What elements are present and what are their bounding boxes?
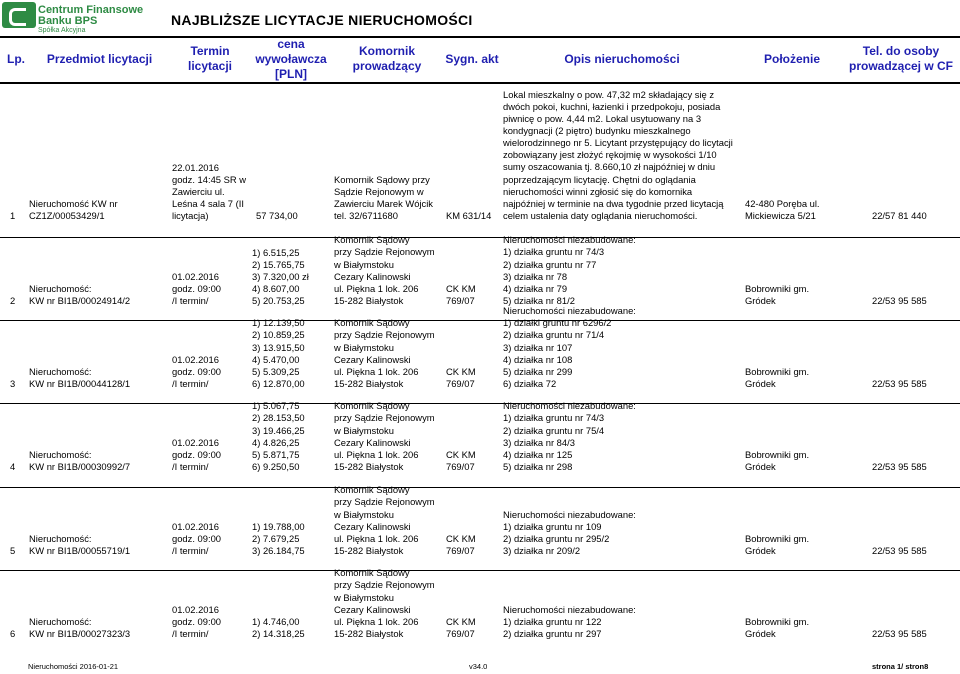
row-4-polozenie: Bobrowniki gm. Gródek: [745, 448, 810, 472]
row-5-komornik: Komornik Sądowy przy Sądzie Rejonowym w Białymstoku Cezary Kalinowski ul. Piękna 1 lok. 206 15-282 Białystok: [334, 484, 435, 556]
row-4-opis: Nieruchomości niezabudowane: 1) działka gruntu nr 74/3 2) działka gruntu nr 75/4 3) działka nr 84/3 4) działka nr 125 5) działka nr 298: [503, 400, 636, 472]
row-1-tel: 22/57 81 440: [872, 209, 927, 221]
logo-line-2: Banku BPS: [38, 15, 98, 27]
row-divider: [0, 487, 960, 488]
row-2-tel: 22/53 95 585: [872, 294, 927, 306]
row-3-polozenie: Bobrowniki gm. Gródek: [745, 365, 810, 389]
row-3-termin: 01.02.2016 godz. 09:00 /I termin/: [172, 353, 221, 389]
row-5-termin: 01.02.2016 godz. 09:00 /I termin/: [172, 520, 221, 556]
row-5-tel: 22/53 95 585: [872, 544, 927, 556]
row-5-polozenie: Bobrowniki gm. Gródek: [745, 532, 810, 556]
header-polozenie: Położenie: [763, 52, 820, 66]
header-top-rule: [0, 36, 960, 38]
row-6-tel: 22/53 95 585: [872, 627, 927, 639]
header-cena: cena wywoławcza [PLN]: [255, 37, 327, 81]
row-6-cena: 1) 4.746,00 2) 14.318,25: [252, 615, 305, 639]
row-6-przedmiot: Nieruchomość: KW nr BI1B/00027323/3: [29, 615, 131, 639]
row-2-cena: 1) 6.515,25 2) 15.765,75 3) 7.320,00 zł 4) 8.607,00 5) 20.753,25: [252, 246, 309, 306]
footer-center: v34.0: [469, 662, 488, 671]
header-termin: Termin licytacji: [187, 44, 233, 73]
row-divider: [0, 320, 960, 321]
page-title: NAJBLIŻSZE LICYTACJE NIERUCHOMOŚCI: [171, 12, 473, 28]
row-6-termin: 01.02.2016 godz. 09:00 /I termin/: [172, 603, 221, 639]
row-1-komornik: Komornik Sądowy przy Sądzie Rejonowym w Zawierciu Marek Wójcik tel. 32/6711680: [334, 173, 433, 221]
row-1-opis: Lokal mieszkalny o pow. 47,32 m2 składający się z dwóch pokoi, kuchni, łazienki i przedpokoju, posiada piwnicę o pow. 4,44 m2. Lokal usytuowany na 3 kondygnacji (2 piętro) budynku mieszkalnego wielorodzinnego nr 5. Licytant przystępujący do licytacji zobowiązany jest złożyć rękojmię w wysokości 1/10 sumy oszacowania tj. 8.660,10 zł najpóźniej w dniu poprzedzającym licytację. Chętni do oglądania nieruchomości winni zgłosić się do komornika najpóźniej w terminie na dwa tygodnie przed licytacją celem ustalenia daty oglądania nieruchomości.: [503, 88, 733, 221]
row-1-polozenie: 42-480 Poręba ul. Mickiewicza 5/21: [745, 197, 820, 221]
row-1-sygn: KM 631/14: [446, 209, 492, 221]
row-2-komornik: Komornik Sądowy przy Sądzie Rejonowym w Białymstoku Cezary Kalinowski ul. Piękna 1 lok. 206 15-282 Białystok: [334, 234, 435, 306]
row-5-lp: 5: [10, 544, 16, 556]
row-1-przedmiot: Nieruchomość KW nr CZ1Z/00053429/1: [29, 197, 118, 221]
row-1-lp: 1: [10, 209, 16, 221]
row-2-sygn: CK KM 769/07: [446, 282, 476, 306]
header-lp: Lp.: [7, 52, 25, 66]
row-2-opis: Nieruchomości niezabudowane: 1) działka gruntu nr 74/3 2) działka gruntu nr 77 3) działka nr 78 4) działka nr 79 5) działka nr 81/2: [503, 234, 636, 306]
row-6-sygn: CK KM 769/07: [446, 615, 476, 639]
row-divider: [0, 403, 960, 404]
row-5-opis: Nieruchomości niezabudowane: 1) działka gruntu nr 109 2) działka gruntu nr 295/2 3) działka nr 209/2: [503, 508, 636, 556]
row-divider: [0, 237, 960, 238]
logo-line-1: Centrum Finansowe: [38, 4, 144, 16]
row-3-opis: Nieruchomości niezabudowane: 1) działki gruntu nr 6296/2 2) działka gruntu nr 71/4 3) działka nr 107 4) działka nr 108 5) działka nr 299 6) działka 72: [503, 305, 636, 389]
row-5-cena: 1) 19.788,00 2) 7.679,25 3) 26.184,75: [252, 520, 305, 556]
row-6-komornik: Komornik Sądowy przy Sądzie Rejonowym w Białymstoku Cezary Kalinowski ul. Piękna 1 lok. 206 15-282 Białystok: [334, 567, 435, 639]
row-4-termin: 01.02.2016 godz. 09:00 /I termin/: [172, 436, 221, 472]
header-tel: Tel. do osoby prowadzącej w CF: [848, 44, 954, 73]
row-2-przedmiot: Nieruchomość: KW nr BI1B/00024914/2: [29, 282, 131, 306]
header-komornik: Komornik prowadzący: [352, 44, 422, 73]
row-5-sygn: CK KM 769/07: [446, 532, 476, 556]
row-4-przedmiot: Nieruchomość: KW nr BI1B/00030992/7: [29, 448, 131, 472]
header-przedmiot: Przedmiot licytacji: [46, 52, 153, 66]
row-3-lp: 3: [10, 377, 16, 389]
row-6-polozenie: Bobrowniki gm. Gródek: [745, 615, 810, 639]
bank-logo: [2, 2, 160, 34]
row-2-termin: 01.02.2016 godz. 09:00 /I termin/: [172, 270, 221, 306]
row-3-przedmiot: Nieruchomość: KW nr BI1B/00044128/1: [29, 365, 131, 389]
row-divider: [0, 570, 960, 571]
footer-left: Nieruchomości 2016-01-21: [28, 662, 119, 671]
row-3-sygn: CK KM 769/07: [446, 365, 476, 389]
row-5-przedmiot: Nieruchomość: KW nr BI1B/00055719/1: [29, 532, 131, 556]
row-1-cena: 57 734,00: [256, 209, 298, 221]
row-2-polozenie: Bobrowniki gm. Gródek: [745, 282, 810, 306]
row-4-tel: 22/53 95 585: [872, 460, 927, 472]
row-6-opis: Nieruchomości niezabudowane: 1) działka gruntu nr 122 2) działka gruntu nr 297: [503, 603, 636, 639]
header-sygn: Sygn. akt: [445, 52, 499, 66]
row-6-lp: 6: [10, 627, 16, 639]
row-3-komornik: Komornik Sądowy przy Sądzie Rejonowym w Białymstoku Cezary Kalinowski ul. Piękna 1 lok. 206 15-282 Białystok: [334, 317, 435, 389]
row-4-cena: 1) 5.067,75 2) 28.153,50 3) 19.466,25 4) 4.826,25 5) 5.871,75 6) 9.250,50: [252, 400, 305, 472]
header-bottom-rule: [0, 82, 960, 84]
header-opis: Opis nieruchomości: [564, 52, 680, 66]
row-1-termin: 22.01.2016 godz. 14:45 SR w Zawierciu ul. Leśna 4 sala 7 (II licytacja): [172, 161, 247, 221]
row-3-tel: 22/53 95 585: [872, 377, 927, 389]
logo-mark-icon: [2, 2, 36, 28]
footer-right: strona 1/ stron8: [872, 662, 929, 671]
logo-line-3: Spółka Akcyjna: [38, 27, 86, 34]
row-4-komornik: Komornik Sądowy przy Sądzie Rejonowym w Białymstoku Cezary Kalinowski ul. Piękna 1 lok. 206 15-282 Białystok: [334, 400, 435, 472]
row-4-sygn: CK KM 769/07: [446, 448, 476, 472]
row-3-cena: 1) 12.139,50 2) 10.859,25 3) 13.915,50 4) 5.470,00 5) 5.309,25 6) 12.870,00: [252, 317, 305, 389]
row-2-lp: 2: [10, 294, 16, 306]
row-4-lp: 4: [10, 460, 16, 472]
